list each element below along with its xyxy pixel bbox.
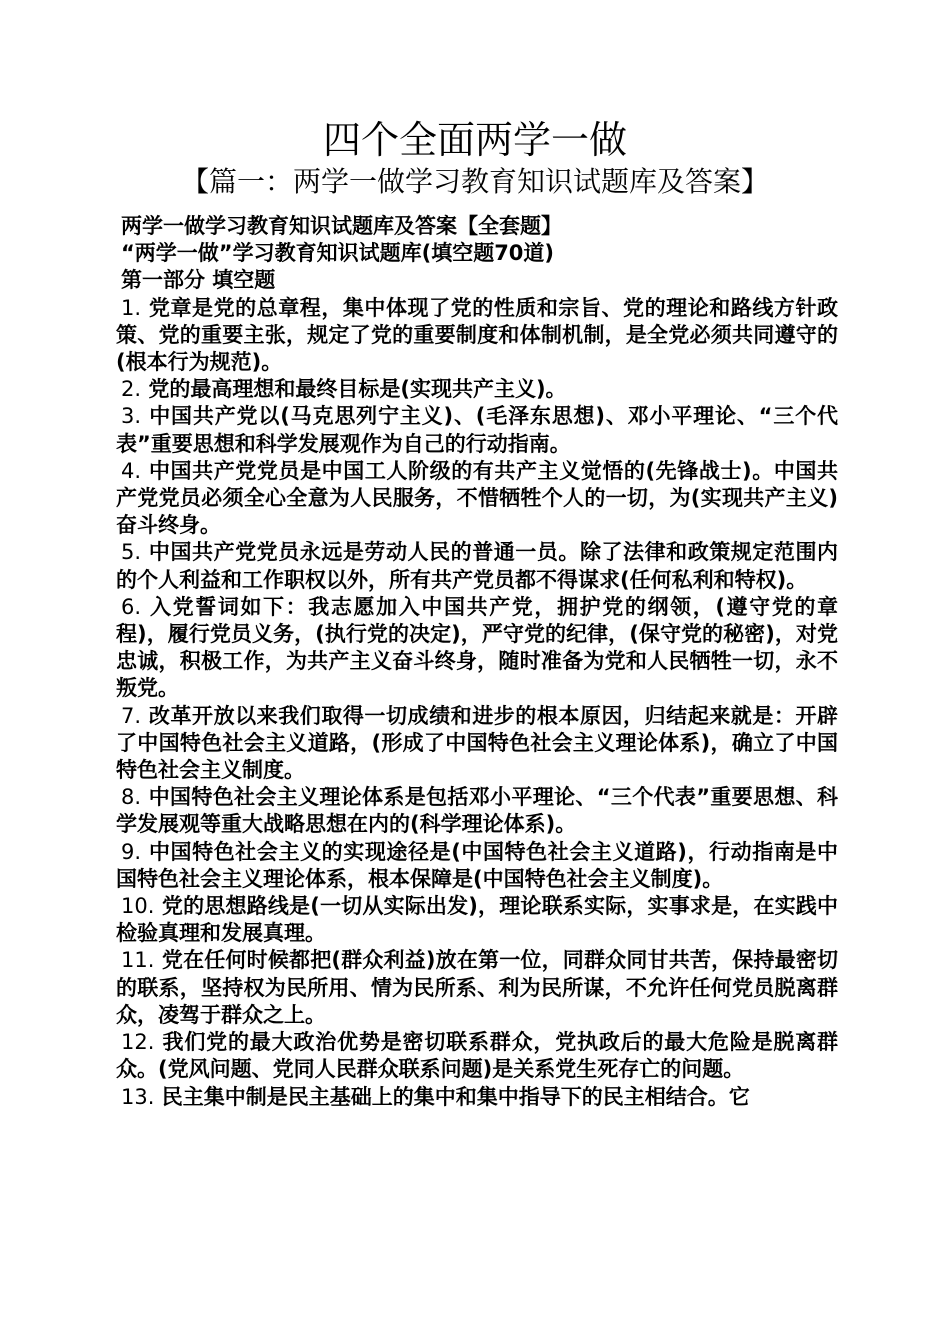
section-heading: 第一部分 填空题 xyxy=(121,268,276,293)
question-text: 党在任何时候都把(群众利益)放在第一位，同群众同甘共苦，保持最密切的联系，坚持权为民所用、情为民所系、利为民所谋，不允许任何党员脱离群众，凌驾于群众之上。 xyxy=(116,948,838,1027)
question-text: 中国特色社会主义理论体系是包括邓小平理论、“三个代表”重要思想、科学发展观等重大战略思想在内的(科学理论体系)。 xyxy=(116,785,839,837)
question-item xyxy=(116,893,838,947)
question-text: 中国共产党以(马克思列宁主义)、(毛泽东思想)、邓小平理论、“三个代表”重要思想和科学发展观作为自己的行动指南。 xyxy=(116,404,838,456)
quiz-bank-heading: 两学一做学习教育知识试题库及答案【全套题】 xyxy=(121,214,562,238)
question-item xyxy=(116,784,838,838)
document-subtitle: 【篇一：两学一做学习教育知识试题库及答案】 xyxy=(180,165,769,198)
question-item xyxy=(116,839,838,893)
document-body xyxy=(116,213,838,1111)
question-number: 8. xyxy=(121,785,142,810)
question-number: 7. xyxy=(121,703,142,728)
fill-blank-heading: “两学一做”学习教育知识试题库(填空题70道) xyxy=(121,241,555,266)
question-text: 党章是党的总章程，集中体现了党的性质和宗旨、党的理论和路线方针政策、党的重要主张，规定了党的重要制度和体制机制，是全党必须共同遵守的(根本行为规范)。 xyxy=(116,295,839,375)
question-item xyxy=(116,376,838,403)
question-item xyxy=(116,458,838,540)
question-number: 10. xyxy=(121,894,155,919)
question-number: 11. xyxy=(121,948,155,973)
question-text: 入党誓词如下：我志愿加入中国共产党，拥护党的纲领，(遵守党的章程)，履行党员义务，(执行党的决定)，严守党的纪律，(保守党的秘密)，对党忠诚，积极工作，为共产主义奋斗终身，随时准备为党和人民牺牲一切，永不叛党。 xyxy=(116,594,838,701)
question-item xyxy=(116,539,838,593)
question-text: 党的思想路线是(一切从实际出发)，理论联系实际，实事求是，在实践中检验真理和发展真理。 xyxy=(116,894,838,946)
question-item xyxy=(116,1084,838,1111)
question-item xyxy=(116,403,838,457)
question-item xyxy=(116,947,838,1029)
question-text: 党的最高理想和最终目标是(实现共产主义)。 xyxy=(148,377,567,402)
question-item xyxy=(116,295,838,377)
question-text: 中国特色社会主义的实现途径是(中国特色社会主义道路)，行动指南是中国特色社会主义理论体系，根本保障是(中国特色社会主义制度)。 xyxy=(116,839,838,891)
question-number: 2. xyxy=(121,377,142,402)
question-number: 1. xyxy=(121,295,142,320)
question-number: 12. xyxy=(121,1030,155,1055)
question-number: 13. xyxy=(121,1084,155,1109)
document-title: 四个全面两学一做 xyxy=(322,118,627,162)
question-text: 我们党的最大政治优势是密切联系群众，党执政后的最大危险是脱离群众。(党风问题、党同人民群众联系问题)是关系党生死存亡的问题。 xyxy=(116,1030,839,1082)
question-item xyxy=(116,594,838,703)
question-number: 5. xyxy=(121,540,142,565)
question-item xyxy=(116,703,838,785)
question-number: 3. xyxy=(121,404,142,429)
question-text: 民主集中制是民主基础上的集中和集中指导下的民主相结合。它 xyxy=(161,1084,750,1109)
question-number: 4. xyxy=(121,458,142,483)
question-number: 9. xyxy=(121,839,142,864)
question-text: 改革开放以来我们取得一切成绩和进步的根本原因，归结起来就是：开辟了中国特色社会主义道路，(形成了中国特色社会主义理论体系)，确立了中国特色社会主义制度。 xyxy=(116,703,839,783)
question-item xyxy=(116,1029,838,1083)
question-text: 中国共产党党员永远是劳动人民的普通一员。除了法律和政策规定范围内的个人利益和工作职权以外，所有共产党员都不得谋求(任何私利和特权)。 xyxy=(116,540,839,592)
question-number: 6. xyxy=(121,594,142,619)
question-text: 中国共产党党员是中国工人阶级的有共产主义觉悟的(先锋战士)。中国共产党党员必须全心全意为人民服务，不惜牺牲个人的一切，为(实现共产主义)奋斗终身。 xyxy=(116,458,838,538)
